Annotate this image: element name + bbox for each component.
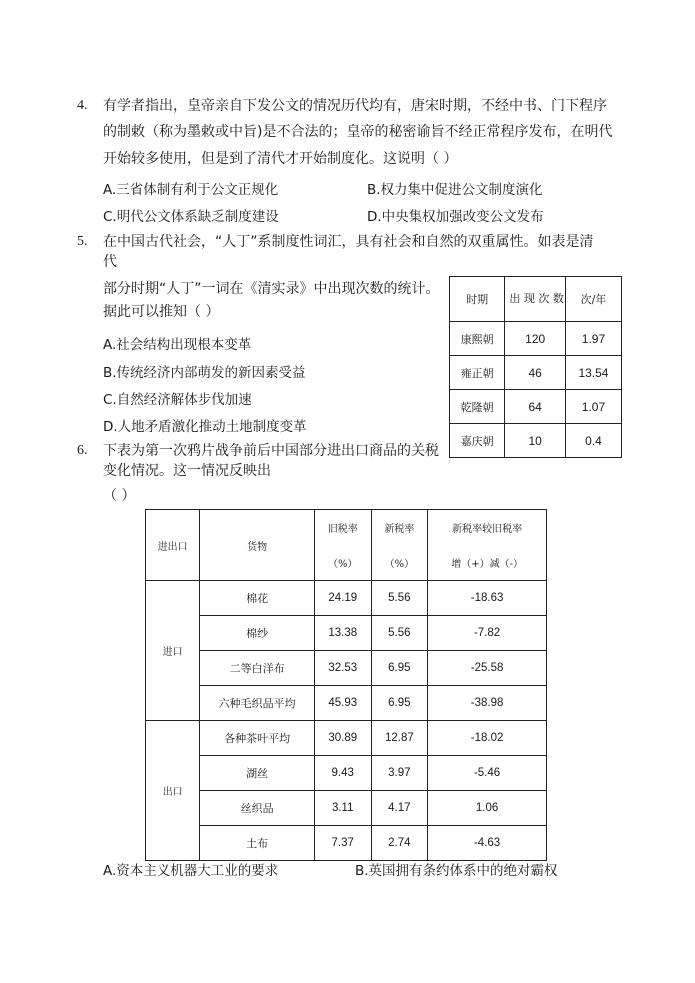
question-4-option-a: A.三省体制有利于公文正规化 xyxy=(103,182,279,198)
table-row xyxy=(450,424,622,458)
tariff-cell-diff: -4.63 xyxy=(428,826,547,861)
table-cell-per-year: 1.07 xyxy=(565,390,621,424)
question-4-line-1: 有学者指出，皇帝亲自下发公文的情况历代均有，唐宋时期，不经中书、门下程序 xyxy=(103,98,607,114)
tariff-cell-old: 9.43 xyxy=(314,756,371,791)
table-header-count: 出 现 次 数 xyxy=(505,277,566,322)
tariff-cell-new: 3.97 xyxy=(371,756,428,791)
question-6-number: 6. xyxy=(77,443,88,458)
question-5-line-4: 据此可以推知（ ） xyxy=(103,304,220,320)
table-cell-period: 嘉庆朝 xyxy=(450,424,505,458)
table-row xyxy=(450,356,622,390)
table-cell-count: 64 xyxy=(505,390,566,424)
tariff-cell-diff: -18.02 xyxy=(428,721,547,756)
tariff-cell-old: 3.11 xyxy=(314,791,371,826)
tariff-cell-goods: 棉花 xyxy=(200,581,315,616)
tariff-cell-goods: 各种茶叶平均 xyxy=(200,721,315,756)
question-5-line-2: 代 xyxy=(103,254,117,270)
table-cell-period: 雍正朝 xyxy=(450,356,505,390)
tariff-cell-old: 32.53 xyxy=(314,651,371,686)
tariff-header-old-rate: 旧税率 xyxy=(314,510,371,546)
qing-record-table xyxy=(449,276,622,458)
tariff-cell-goods: 二等白洋布 xyxy=(200,651,315,686)
tariff-cell-old: 13.38 xyxy=(314,616,371,651)
question-5-option-c: C.自然经济解体步伐加速 xyxy=(103,392,252,408)
tariff-cell-goods: 湖丝 xyxy=(200,756,315,791)
tariff-cell-goods: 丝织品 xyxy=(200,791,315,826)
question-5-number: 5. xyxy=(77,234,88,249)
question-5-option-a: A.社会结构出现根本变革 xyxy=(103,337,252,353)
tariff-cell-new: 4.17 xyxy=(371,791,428,826)
question-6-answer-blank: （ ） xyxy=(103,488,136,504)
tariff-cell-new: 12.87 xyxy=(371,721,428,756)
table-header-period: 时期 xyxy=(450,277,505,322)
table-cell-per-year: 0.4 xyxy=(565,424,621,458)
table-row xyxy=(146,686,547,721)
question-6-option-a: A.资本主义机器大工业的要求 xyxy=(103,863,279,879)
table-cell-period: 乾隆朝 xyxy=(450,390,505,424)
tariff-header-new-rate: 新税率 xyxy=(371,510,428,546)
question-4-option-c: C.明代公文体系缺乏制度建设 xyxy=(103,209,279,225)
tariff-cell-diff: -25.58 xyxy=(428,651,547,686)
tariff-cell-old: 30.89 xyxy=(314,721,371,756)
table-row xyxy=(146,791,547,826)
table-row xyxy=(146,616,547,651)
question-5-option-b: B.传统经济内部萌发的新因素受益 xyxy=(103,365,306,381)
tariff-group-export: 出口 xyxy=(146,721,200,861)
question-6-option-b: B.英国拥有条约体系中的绝对霸权 xyxy=(355,863,558,879)
tariff-cell-new: 6.95 xyxy=(371,686,428,721)
tariff-cell-old: 45.93 xyxy=(314,686,371,721)
tariff-cell-new: 5.56 xyxy=(371,616,428,651)
question-4-line-3: 开始较多使用，但是到了清代才开始制度化。这说明（ ） xyxy=(103,151,458,167)
tariff-cell-diff: -18.63 xyxy=(428,581,547,616)
tariff-cell-diff: -38.98 xyxy=(428,686,547,721)
table-row xyxy=(146,756,547,791)
tariff-header-goods: 货物 xyxy=(200,510,315,581)
table-row xyxy=(450,390,622,424)
tariff-cell-diff: -5.46 xyxy=(428,756,547,791)
tariff-cell-new: 2.74 xyxy=(371,826,428,861)
question-5-line-3: 部分时期“人丁”一词在《清实录》中出现次数的统计。 xyxy=(103,281,440,297)
question-5-option-d: D.人地矛盾激化推动土地制度变革 xyxy=(103,419,307,435)
question-4-option-d: D.中央集权加强改变公文发布 xyxy=(367,209,544,225)
tariff-cell-old: 24.19 xyxy=(314,581,371,616)
question-4-line-2: 的制敕（称为墨敕或中旨)是不合法的；皇帝的秘密谕旨不经正常程序发布，在明代 xyxy=(103,124,613,140)
question-4-option-b: B.权力集中促进公文制度演化 xyxy=(367,182,543,198)
table-cell-per-year: 13.54 xyxy=(565,356,621,390)
table-row xyxy=(146,651,547,686)
table-cell-period: 康熙朝 xyxy=(450,322,505,356)
tariff-cell-goods: 土布 xyxy=(200,826,315,861)
tariff-header-type: 进出口 xyxy=(146,510,200,581)
tariff-cell-diff: 1.06 xyxy=(428,791,547,826)
tariff-header-difference: 新税率较旧税率 xyxy=(428,510,547,546)
tariff-table xyxy=(145,509,547,861)
tariff-cell-new: 5.56 xyxy=(371,581,428,616)
table-cell-count: 10 xyxy=(505,424,566,458)
table-row xyxy=(146,581,547,616)
question-6-line-1: 下表为第一次鸦片战争前后中国部分进出口商品的关税 xyxy=(103,443,439,459)
table-cell-per-year: 1.97 xyxy=(565,322,621,356)
table-cell-count: 46 xyxy=(505,356,566,390)
tariff-group-import: 进口 xyxy=(146,581,200,721)
tariff-cell-new: 6.95 xyxy=(371,651,428,686)
table-row xyxy=(450,322,622,356)
question-5-line-1: 在中国古代社会，“人丁”系制度性词汇，具有社会和自然的双重属性。如表是清 xyxy=(103,234,594,250)
tariff-cell-goods: 棉纱 xyxy=(200,616,315,651)
tariff-header-diff-unit: 增（+）减（-） xyxy=(428,546,547,581)
question-6-line-2: 变化情况。这一情况反映出 xyxy=(103,463,271,479)
table-row xyxy=(146,826,547,861)
table-header-per-year: 次/年 xyxy=(565,277,621,322)
tariff-header-old-unit: （%） xyxy=(314,546,371,581)
tariff-cell-goods: 六种毛织品平均 xyxy=(200,686,315,721)
table-row xyxy=(146,721,547,756)
tariff-cell-diff: -7.82 xyxy=(428,616,547,651)
tariff-cell-old: 7.37 xyxy=(314,826,371,861)
tariff-header-new-unit: （%） xyxy=(371,546,428,581)
question-4-number: 4. xyxy=(77,98,88,113)
table-cell-count: 120 xyxy=(505,322,566,356)
